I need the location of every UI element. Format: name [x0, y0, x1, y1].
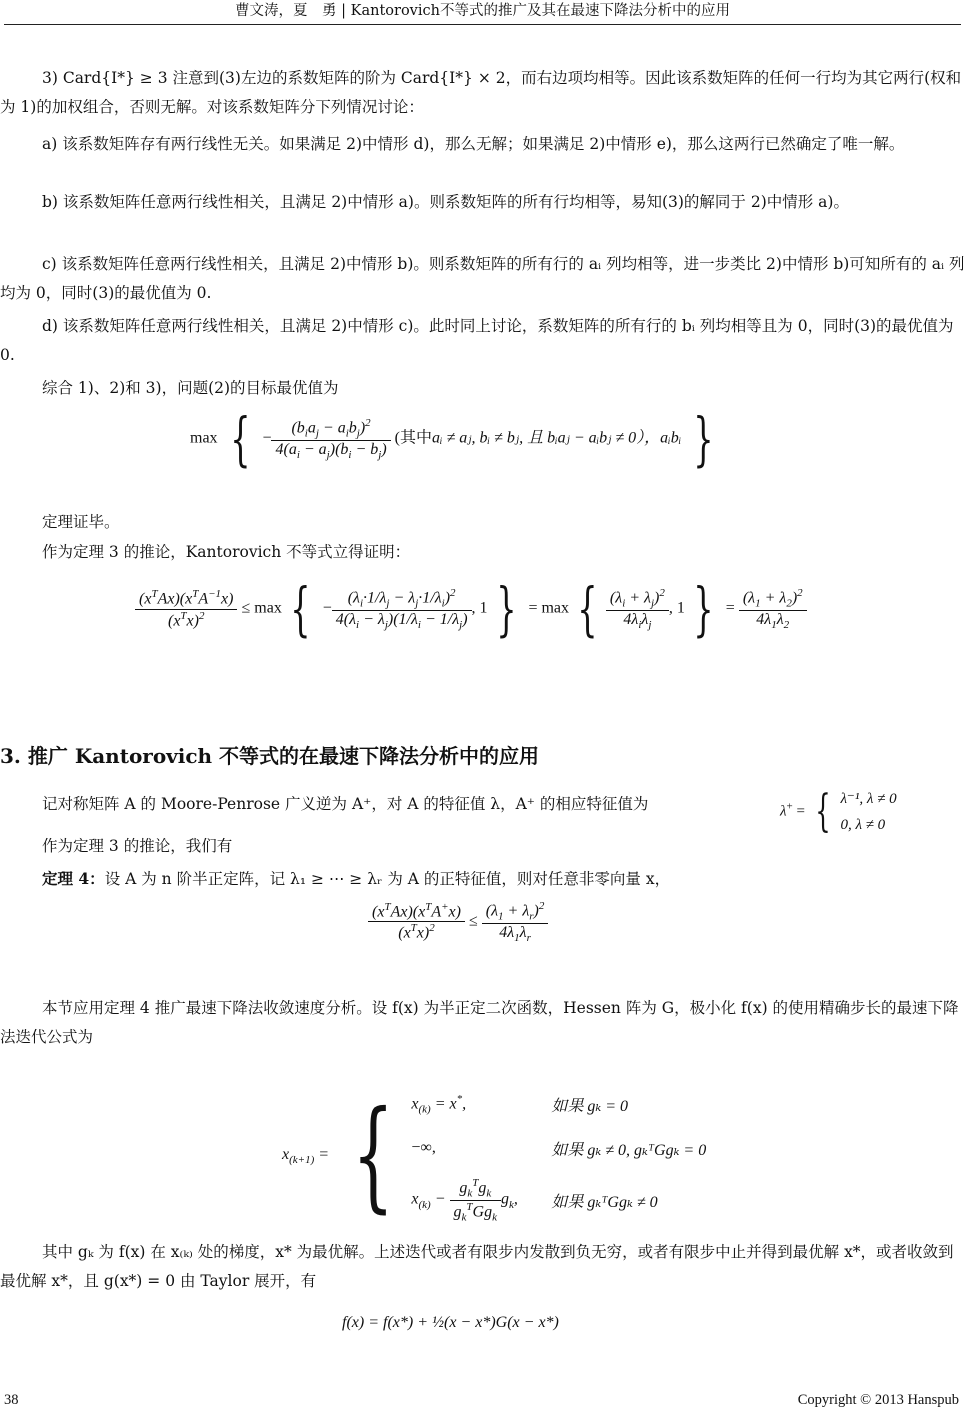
copyright: Copyright © 2013 Hanspub [797, 1392, 959, 1408]
max-operator: max [190, 429, 218, 447]
iteration-case2-value: −∞, [411, 1139, 436, 1156]
page-number: 38 [4, 1392, 19, 1408]
paragraph-case3: 3) Card{I*} ≥ 3 注意到(3)左边的系数矩阵的阶为 Card{I*} × 2，而右边项均相等。因此该系数矩阵的任何一行均为其它两行(权和为 1)的加权组合，否则无解。对该系数矩阵分下列情况讨论： [0, 69, 962, 116]
note-label: 其中 [399, 429, 432, 447]
equation-kantorovich: $\frac{(x^TAx)(x^TA^{-1}x)}{(x^Tx)^2}$ ≤ max { − $\frac{(\lambda_i\cdot 1/\lambda_j - \lambda_j\cdot 1/\lambda_i)^2}{4(\lambda_i - \lambda_j)(1/\lambda_i - 1/\lambda_j)}$ , 1 } = max { $\frac{(\lambda_i + \lambda_j)^2}{4\lambda_i\lambda_j}$ , 1 } = $\frac{(\lambda_1 + \lambda_2)^2}{4\lambda_1\lambda_2}$ [135, 580, 807, 638]
lambda-case-1: λ⁻¹, λ ≠ 0 [840, 791, 897, 807]
equation-objective-max: max { − $\frac{(b_ia_j - a_ib_j)^2}{4(a_i - a_j)(b_i - b_j)}$ (其中aᵢ ≠ aⱼ, bᵢ ≠ bⱼ, 且 bᵢaⱼ − aᵢbⱼ ≠ 0），aᵢbᵢ } [190, 405, 714, 473]
paragraph-corollary: 作为定理 3 的推论，Kantorovich 不等式立得证明： [42, 543, 411, 561]
section-title: 推广 Kantorovich 不等式的在最速下降法分析中的应用 [27, 744, 540, 768]
paragraph-theorem4 [0, 864, 965, 894]
theorem4-text: 设 A 为 n 阶半正定阵，记 λ₁ ≥ ⋯ ≥ λᵣ 为 A 的正特征值，则对任意非零向量 x， [104, 870, 671, 888]
equation-iteration: $x_{(k+1)}$ = { $x_{(k)} = x^*$, 如果 gₖ = 0 −∞, 如果 gₖ ≠ 0, gₖᵀGgₖ = 0 $x_{(k)}$ − $\frac{g_k^Tg_k}{g_k^TGg_k}$ $g_k$, 如果 gₖᵀGgₖ ≠ 0 [282, 1086, 707, 1225]
paragraph-sec3-corollary: 作为定理 3 的推论，我们有 [42, 837, 233, 855]
theorem4-label: 定理 4： [42, 869, 105, 888]
iteration-case2-condition: 如果 gₖ ≠ 0, gₖᵀGgₖ = 0 [551, 1141, 707, 1159]
paragraph-proof-done: 定理证毕。 [42, 513, 120, 531]
running-header: 曹文涛，夏 勇 | Kantorovich不等式的推广及其在最速下降法分析中的应用 [235, 3, 730, 19]
header-rule [4, 24, 961, 25]
paragraph-summary: 综合 1)、2)和 3)，问题(2)的目标最优值为 [42, 379, 339, 397]
section-number: 3. [0, 744, 21, 768]
paragraph-case3b: b) 该系数矩阵任意两行线性相关，且满足 2)中情形 a)。则系数矩阵的所有行均相等，易知(3)的解同于 2)中情形 a)。 [42, 193, 849, 211]
paragraph-case3a: a) 该系数矩阵存有两行线性无关。如果满足 2)中情形 d)，那么无解；如果满足 2)中情形 e)，那么这两行已然确定了唯一解。 [42, 135, 905, 153]
paragraph-case3d: d) 该系数矩阵任意两行线性相关，且满足 2)中情形 c)。此时同上讨论，系数矩阵的所有行的 bᵢ 列均相等且为 0，同时(3)的最优值为 0. [0, 317, 954, 364]
equation-taylor: f(x) = f(x*) + ½(x − x*)G(x − x*) [342, 1314, 559, 1331]
paragraph-gradient-note: 其中 gₖ 为 f(x) 在 x₍ₖ₎ 处的梯度，x* 为最优解。上述迭代或者有限步内发散到负无穷，或者有限步中止并得到最优解 x*，或者收敛到最优解 x*，且 g(x*) = 0 由 Taylor 展开，有 [0, 1243, 954, 1290]
equation-lambda-plus: λ+ = { λ⁻¹, λ ≠ 0 0, λ ≠ 0 [780, 786, 897, 837]
iteration-case1-condition: 如果 gₖ = 0 [551, 1097, 629, 1115]
section-heading [0, 740, 539, 769]
lambda-case-2: 0, λ ≠ 0 [840, 817, 886, 833]
iteration-case3-condition: 如果 gₖᵀGgₖ ≠ 0 [551, 1193, 658, 1211]
equation-theorem4: $\frac{(x^TAx)(x^TA^+x)}{(x^Tx)^2}$ ≤ $\frac{(\lambda_1 + \lambda_r)^2}{4\lambda_1\lambda_r}$ [368, 900, 548, 944]
paragraph-application: 本节应用定理 4 推广最速下降法收敛速度分析。设 f(x) 为半正定二次函数，Hessen 阵为 G，极小化 f(x) 的使用精确步长的最速下降法迭代公式为 [0, 999, 959, 1046]
paragraph-moore-penrose: 记对称矩阵 A 的 Moore-Penrose 广义逆为 A⁺，对 A 的特征值 λ，A⁺ 的相应特征值为 [42, 795, 649, 813]
paragraph-case3c: c) 该系数矩阵任意两行线性相关，且满足 2)中情形 b)。则系数矩阵的所有行的 aᵢ 列均相等，进一步类比 2)中情形 b)可知所有的 aᵢ 列均为 0，同时(3)的最优值为 0. [0, 255, 965, 302]
note-condition: aᵢ ≠ aⱼ, bᵢ ≠ bⱼ, 且 bᵢaⱼ − aᵢbⱼ ≠ 0），aᵢbᵢ [431, 429, 682, 447]
